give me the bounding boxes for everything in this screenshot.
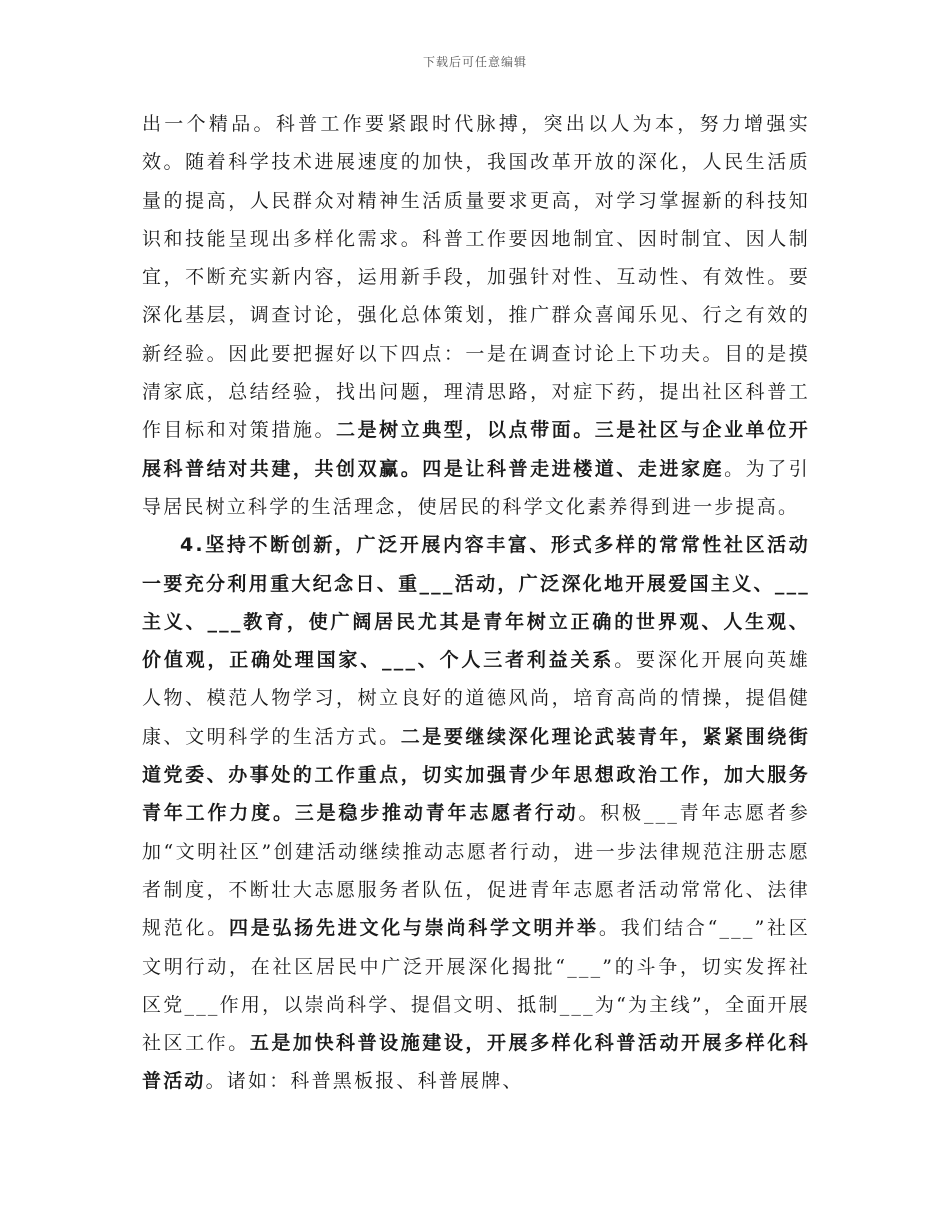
bold-text-segment: 五是加快科普设施建设，开展多样化科普活动开展多样化科普活动 bbox=[142, 1032, 810, 1093]
text-segment: 。为了引导居民树立科学的生活理念，使居民的科学文化素养得到进一步提高。 bbox=[142, 457, 810, 518]
bold-text-segment: 二是树立典型，以点带面。三是社区与企业单位开展科普结对共建，共创双赢。四是让科普走进楼道、走进家庭 bbox=[142, 419, 810, 480]
bold-text-segment: 坚持不断创新，广泛开展内容丰富、形式多样的常常性社区活动一要充分利用重大纪念日、重___活动，广泛深化地开展爱国主义、___主义、___教育，使广阔居民尤其是青年树立正确的世界观、人生观、价值观，正确处理国家、___、个人三者利益关系 bbox=[142, 534, 810, 672]
page-header: 下载后可任意编辑 bbox=[422, 55, 527, 69]
bold-text-segment: 二是要继续深化理论武装青年，紧紧围绕街道党委、办事处的工作重点，切实加强青少年思想政治工作，加大服务青年工作力度。三是稳步推动青年志愿者行动 bbox=[142, 725, 810, 825]
bold-text-segment: 四是弘扬先进文化与崇尚科学文明并举 bbox=[229, 917, 599, 940]
text-segment: 出一个精品。科普工作要紧跟时代脉搏，突出以人为本，努力增强实效。随着科学技术进展速度的加快，我国改革开放的深化，人民生活质量的提高，人民群众对精神生活质量要求更高，对学习掌握新的科技知识和技能呈现出多样化需求。科普工作要因地制宜、因时制宜、因人制宜，不断充实新内容，运用新手段，加强针对性、互动性、有效性。要深化基层，调查讨论，强化总体策划，推广群众喜闻乐见、行之有效的新经验。因此要把握好以下四点：一是在调查讨论上下功夫。目的是摸清家底，总结经验，找出问题，理清思路，对症下药，提出社区科普工作目标和对策措施。 bbox=[142, 113, 810, 442]
paragraph-2 bbox=[142, 526, 810, 1100]
document-body bbox=[142, 105, 810, 1101]
section-number: 4. bbox=[180, 534, 205, 557]
paragraph-1 bbox=[142, 105, 810, 526]
text-segment: 。积极___青年志愿者参加“文明社区”创建活动继续推动志愿者行动，进一步法律规范注册志愿者制度，不断壮大志愿服务者队伍，促进青年志愿者活动常常化、法律规范化。 bbox=[142, 802, 810, 940]
text-segment: 。要深化开展向英雄人物、模范人物学习，树立良好的道德风尚，培育高尚的情操，提倡健康、文明科学的生活方式。 bbox=[142, 649, 810, 748]
text-segment: 。我们结合“___”社区文明行动，在社区居民中广泛开展深化揭批“___”的斗争，切实发挥社区党___作用，以崇尚科学、提倡文明、抵制___为“为主线”，全面开展社区工作。 bbox=[142, 917, 811, 1055]
text-segment: 。诸如：科普黑板报、科普展牌、 bbox=[205, 1070, 524, 1093]
